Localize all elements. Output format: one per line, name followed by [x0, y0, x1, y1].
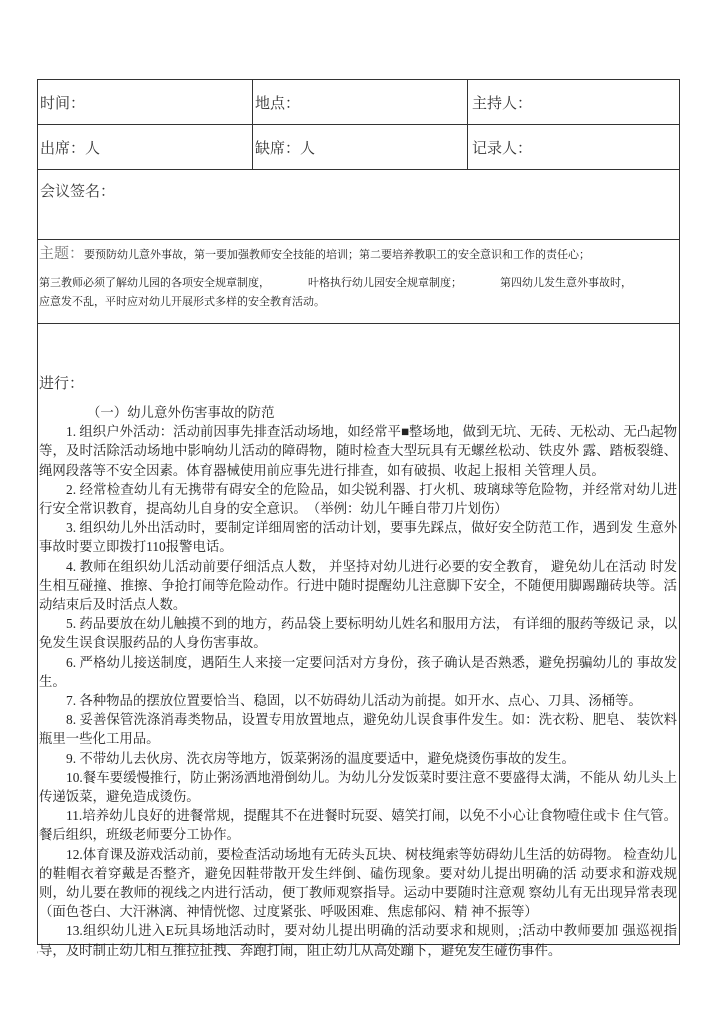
- topic-line-2: [39, 274, 679, 312]
- section-heading: （一）幼儿意外伤害事故的防范: [87, 405, 275, 420]
- list-item: 3. 组织幼儿外出活动时，要制定详细周密的活动计划，要事先踩点，做好安全防范工作，遇到发 生意外事故时要立即拨打110报警电话。: [39, 520, 677, 555]
- list-item: 10.餐车要缓慢推行，防止粥汤洒地滑倒幼儿。为幼儿分发饭菜时要注意不要盛得太满，不能从 幼儿头上传递饭菜，避免造成烫伤。: [39, 769, 677, 805]
- absent-cell[interactable]: 缺席：人: [253, 125, 468, 169]
- topic-text-2d: 应意发不乱，平时应对幼儿开展形式多样的安全教育活动。: [39, 296, 325, 308]
- time-cell[interactable]: 时间：: [38, 80, 253, 124]
- present-cell[interactable]: 出席：人: [38, 125, 253, 169]
- list-item: 6. 严格幼儿接送制度，遇陌生人来接一定要问活对方身份，孩子确认是否熟悉，避免拐骗幼儿的 事故发生。: [39, 654, 677, 689]
- topic-text-2a: 第三教师必须了解幼儿园的各项安全规章制度，: [39, 277, 270, 289]
- host-cell[interactable]: 主持人：: [472, 94, 533, 112]
- list-item: 11.培养幼儿良好的进餐常规，提醒其不在进餐时玩耍、嬉笑打闹，以免不小心让食物噎住或卡 住气管。餐后组织，班级老师要分工协作。: [39, 808, 677, 843]
- topic-text-1: 要预防幼儿意外事故，第一要加强教师安全技能的培训；第二要培养教职工的安全意识和工作的责任心；: [84, 249, 591, 261]
- topic-label: 主题：: [39, 245, 85, 262]
- meeting-info-row: [38, 80, 679, 125]
- proceedings-label: 进行：: [39, 375, 85, 392]
- attendance-row: [38, 125, 679, 170]
- topic-text-2c: 第四幼儿发生意外事故时，: [500, 277, 632, 289]
- proceedings-row: [38, 324, 679, 958]
- list-item: 13.组织幼儿进入E玩具场地活动时，要对幼儿提出明确的活动要求和规则，;活动中教师要加 强巡视指导，及时制止幼儿相互推拉扯拽、奔跑打闹，阻止幼儿从高处蹦下，避免发生碰伤事件。: [39, 923, 677, 958]
- recorder-cell[interactable]: 记录人：: [472, 139, 533, 157]
- meeting-record-table: [37, 79, 680, 958]
- topic-text-2b: 叶格执行幼儿园安全规章制度；: [308, 277, 462, 289]
- list-item: 1. 组织户外活动：活动前因事先排查活动场地，如经常平■整场地，做到无坑、无砖、无松动、无凸起物等，及时活除活动场地中影响幼儿活动的障碍物，随时检查大型玩具有无螺丝松动、铁皮外 露、踏板裂缝、绳网段落等不安全因素。体育器械使用前应事先进行排查，如有破损、收起上报相 关管理人员。: [39, 424, 677, 478]
- list-item: 12.体育课及游戏活动前，要检查活动场地有无砖头瓦块、树枝绳索等妨碍幼儿生活的妨碍物。 检查幼儿的鞋帽衣着穿戴是否整齐，避免因鞋带散开发生绊倒、磕伤现象。要对幼儿提出明确的活 动要求和游戏规则，幼儿要在教师的视线之内进行活动，便丁教师观察指导。运动中要随时注意观 察幼儿有无出现异常表现（面色苍白、大汗淋漓、神情恍惚、过度紧张、呼吸困难、焦虑郁闷、精 神不振等）: [39, 846, 677, 920]
- list-item: 8. 妥善保管洗涤消毒类物品，设置专用放置地点，避免幼儿误食事件发生。如：洗衣粉、肥皂、 装饮料瓶里一些化工用品。: [39, 712, 677, 747]
- list-item: 2. 经常检查幼儿有无携带有碍安全的危险品，如尖锐利器、打火机、玻璃球等危险物，并经常对幼儿进行安全常识教育，提高幼儿自身的安全意识。 （举例：幼儿午睡自带刀片划伤）: [39, 481, 677, 517]
- topic-row: [38, 240, 679, 324]
- list-item: 9. 不带幼儿去伙房、洗衣房等地方，饭菜粥汤的温度要适中，避免烧烫伤事故的发生。: [66, 750, 575, 766]
- place-cell[interactable]: 地点：: [253, 80, 468, 124]
- signature-cell[interactable]: 会议签名：: [40, 183, 116, 200]
- list-item: 5. 药品要放在幼儿触摸不到的地方，药品袋上要标明幼儿姓名和服用方法， 有详细的服药等级记 录，以免发生误食误服药品的人身伤害事故。: [39, 616, 677, 651]
- list-item: 4. 教师在组织幼儿活动前要仔细活点人数， 并坚持对幼儿进行必要的安全教育， 避免幼儿在活动 时发生相互碰撞、推擦、争抢打闹等危险动作。行进中随时提醒幼儿注意脚下安全，不随便用脚踢蹦砖块等。活动结束后及时活点人数。: [39, 558, 677, 613]
- topic-line-1: [39, 244, 679, 265]
- list-item: 7. 各种物品的摆放位置要恰当、稳固，以不妨碍幼儿活动为前提。如开水、点心、刀具、汤桶等。: [66, 693, 642, 709]
- signature-row: [38, 170, 679, 240]
- footer-mark: ': [37, 950, 39, 959]
